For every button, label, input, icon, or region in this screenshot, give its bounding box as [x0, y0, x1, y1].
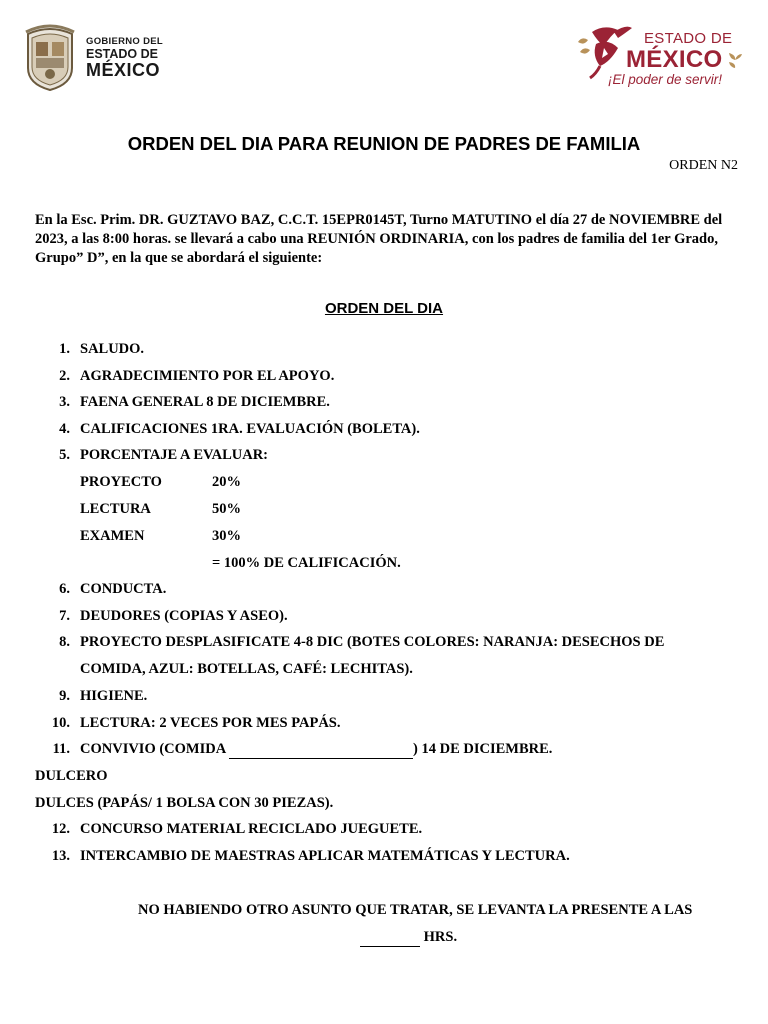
gov-line-2: ESTADO DE [86, 47, 158, 61]
orden-number: ORDEN N2 [669, 158, 738, 173]
item-text: DEUDORES (COPIAS Y ASEO). [80, 608, 288, 624]
item-number: 5. [59, 447, 70, 463]
time-blank [360, 929, 420, 947]
brand-slogan: ¡El poder de servir! [608, 72, 723, 87]
coat-of-arms-icon [22, 24, 78, 92]
percentage-label: EXAMEN [80, 528, 145, 544]
item-text: LECTURA: 2 VECES POR MES PAPÁS. [80, 715, 341, 731]
gov-line-1: GOBIERNO DEL [86, 36, 163, 47]
item-text: PROYECTO DESPLASIFICATE 4-8 DIC (BOTES COLORES: NARANJA: DESECHOS DE [80, 634, 665, 650]
item-number: 7. [59, 608, 70, 624]
dulces-line: DULCES (PAPÁS/ 1 BOLSA CON 30 PIEZAS). [35, 795, 334, 811]
item-number: 3. [59, 394, 70, 410]
item-text: SALUDO. [80, 341, 145, 357]
percentage-value: 20% [212, 474, 241, 490]
fill-in-blank [229, 741, 413, 759]
intro-paragraph: En la Esc. Prim. DR. GUZTAVO BAZ, C.C.T. 15EPR0145T, Turno MATUTINO el día 27 de NOVIEMBRE del 2023, a las 8:00 horas. se llevará a cabo una REUNIÓN ORDINARIA, con los padres de familia del 1er Grado, Grupo” D”, en la que se abordará el siguiente: [35, 212, 723, 266]
percentage-total: = 100% DE CALIFICACIÓN. [212, 555, 401, 571]
item-text: FAENA GENERAL 8 DE DICIEMBRE. [80, 394, 330, 410]
item-text: COMIDA, AZUL: BOTELLAS, CAFÉ: LECHITAS). [80, 661, 413, 677]
closing-line-2 [360, 929, 457, 947]
brand-line-2: MÉXICO [626, 46, 723, 73]
laurel-icon [726, 50, 744, 72]
item-text-after: ) 14 DE DICIEMBRE. [413, 741, 553, 757]
percentage-label: LECTURA [80, 501, 151, 517]
item-number: 13. [51, 848, 70, 864]
item-number: 11. [52, 741, 70, 757]
item-number: 2. [59, 368, 70, 384]
gov-text-block [86, 36, 163, 80]
dulcero-line: DULCERO [35, 768, 108, 784]
gobierno-logo [22, 24, 172, 94]
document-title: ORDEN DEL DIA PARA REUNION DE PADRES DE FAMILIA [127, 133, 641, 154]
item-text: AGRADECIMIENTO POR EL APOYO. [80, 368, 335, 384]
brand-line-1: ESTADO DE [644, 30, 733, 47]
item-number: 9. [59, 688, 70, 704]
item-number: 10. [51, 715, 70, 731]
section-title: ORDEN DEL DIA [324, 300, 444, 317]
item-text: HIGIENE. [80, 688, 148, 704]
closing-hrs: HRS. [423, 929, 458, 945]
percentage-label: PROYECTO [80, 474, 162, 490]
gov-line-3: MÉXICO [86, 60, 161, 80]
item-text: CONVIVIO (COMIDA [80, 741, 226, 757]
percentage-value: 50% [212, 501, 241, 517]
item-number: 8. [59, 634, 70, 650]
estado-brand-logo [574, 20, 746, 92]
closing-line-1: NO HABIENDO OTRO ASUNTO QUE TRATAR, SE LEVANTA LA PRESENTE A LAS [138, 902, 693, 918]
item-text: CONCURSO MATERIAL RECICLADO JUEGUETE. [80, 821, 423, 837]
percentage-value: 30% [212, 528, 241, 544]
item-text: CALIFICACIONES 1RA. EVALUACIÓN (BOLETA). [80, 421, 420, 437]
item-text: CONDUCTA. [80, 581, 167, 597]
item-number: 6. [59, 581, 70, 597]
item-number: 4. [59, 421, 70, 437]
item-number: 12. [51, 821, 70, 837]
item-text: INTERCAMBIO DE MAESTRAS APLICAR MATEMÁTICAS Y LECTURA. [80, 848, 570, 864]
item-text: PORCENTAJE A EVALUAR: [80, 447, 268, 463]
item-number: 1. [59, 341, 70, 357]
item-text-group [80, 741, 552, 759]
